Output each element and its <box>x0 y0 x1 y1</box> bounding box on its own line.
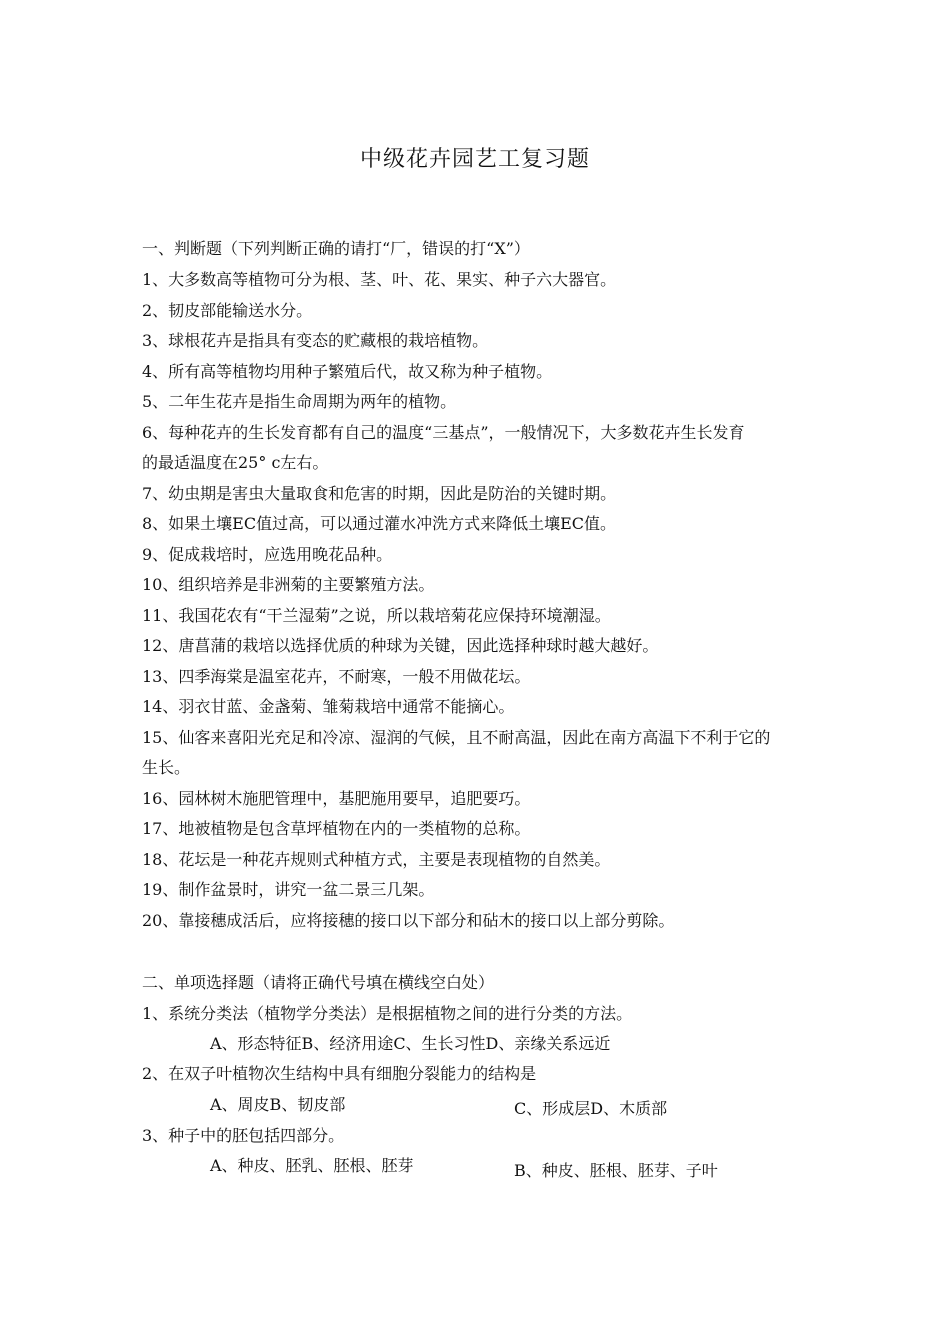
question-item: 8、如果土壤EC值过高，可以通过灌水冲洗方式来降低土壤EC值。 <box>142 514 617 533</box>
choice-options: A、形态特征B、经济用途C、生长习性D、亲缘关系远近 <box>210 1034 611 1053</box>
choice-option-a: A、种皮、胚乳、胚根、胚芽 <box>210 1156 414 1175</box>
question-item: 5、二年生花卉是指生命周期为两年的植物。 <box>142 392 457 411</box>
question-item: 11、我国花农有“干兰湿菊”之说，所以栽培菊花应保持环境潮湿。 <box>142 606 611 625</box>
question-item: 19、制作盆景时，讲究一盆二景三几架。 <box>142 880 435 899</box>
question-item: 6、每种花卉的生长发育都有自己的温度“三基点”，一般情况下，大多数花卉生长发育 <box>142 423 745 442</box>
choice-option-cd: C、形成层D、木质部 <box>514 1099 668 1118</box>
question-item: 14、羽衣甘蓝、金盏菊、雏菊栽培中通常不能摘心。 <box>142 697 515 716</box>
question-item: 20、靠接穗成活后，应将接穗的接口以下部分和砧木的接口以上部分剪除。 <box>142 911 675 930</box>
question-item: 4、所有高等植物均用种子繁殖后代，故又称为种子植物。 <box>142 362 553 381</box>
choice-option-b: B、种皮、胚根、胚芽、子叶 <box>514 1161 718 1180</box>
question-item: 2、韧皮部能输送水分。 <box>142 301 313 320</box>
choice-question: 2、在双子叶植物次生结构中具有细胞分裂能力的结构是 <box>142 1064 537 1083</box>
question-item: 17、地被植物是包含草坪植物在内的一类植物的总称。 <box>142 819 531 838</box>
section2-heading: 二、单项选择题（请将正确代号填在横线空白处） <box>142 973 495 992</box>
question-item: 12、唐菖蒲的栽培以选择优质的种球为关键，因此选择种球时越大越好。 <box>142 636 659 655</box>
question-item-continued: 的最适温度在25° c左右。 <box>142 453 329 472</box>
question-item: 3、球根花卉是指具有变态的贮藏根的栽培植物。 <box>142 331 489 350</box>
question-item: 1、大多数高等植物可分为根、茎、叶、花、果实、种子六大器官。 <box>142 270 617 289</box>
question-item: 16、园林树木施肥管理中，基肥施用要早，追肥要巧。 <box>142 789 531 808</box>
choice-option-ab: A、周皮B、韧皮部 <box>210 1095 346 1114</box>
question-item: 15、仙客来喜阳光充足和冷凉、湿润的气候，且不耐高温，因此在南方高温下不利于它的 <box>142 728 771 747</box>
document-title: 中级花卉园艺工复习题 <box>359 147 590 172</box>
question-item: 18、花坛是一种花卉规则式种植方式，主要是表现植物的自然美。 <box>142 850 611 869</box>
question-item: 7、幼虫期是害虫大量取食和危害的时期，因此是防治的关键时期。 <box>142 484 617 503</box>
question-item: 13、四季海棠是温室花卉，不耐寒，一般不用做花坛。 <box>142 667 531 686</box>
choice-question: 3、种子中的胚包括四部分。 <box>142 1126 345 1145</box>
question-item: 10、组织培养是非洲菊的主要繁殖方法。 <box>142 575 435 594</box>
section1-heading: 一、判断题（下列判断正确的请打“厂，错误的打“X”） <box>142 239 530 258</box>
choice-question: 1、系统分类法（植物学分类法）是根据植物之间的进行分类的方法。 <box>142 1004 633 1023</box>
question-item: 9、促成栽培时，应选用晚花品种。 <box>142 545 393 564</box>
question-item-continued: 生长。 <box>142 758 191 777</box>
